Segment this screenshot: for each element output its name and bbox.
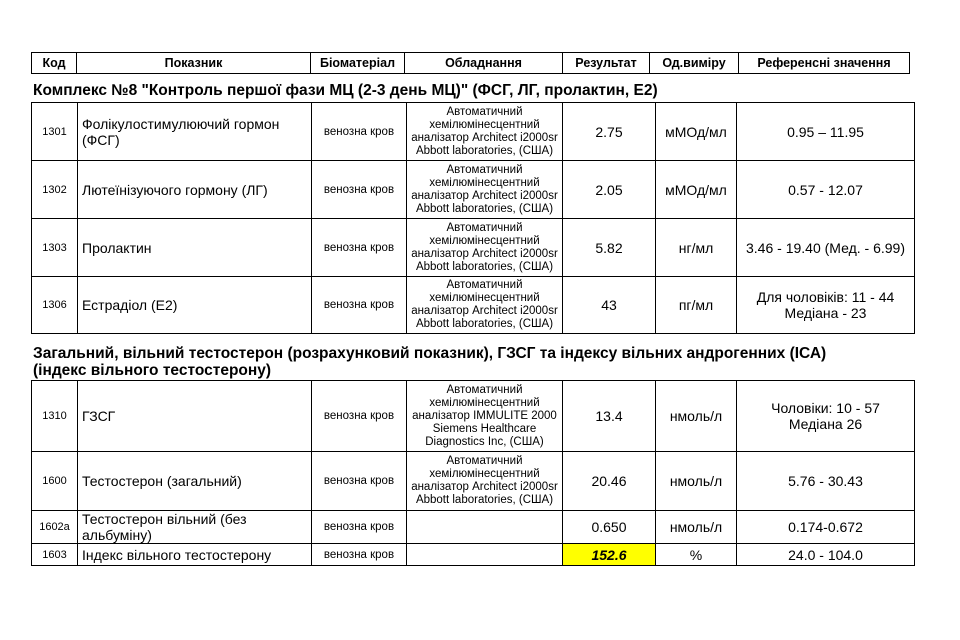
table-row	[32, 277, 915, 334]
header-biomaterial: Біоматеріал	[311, 53, 405, 74]
header-indicator: Показник	[77, 53, 311, 74]
row-equipment	[407, 161, 563, 219]
table-row	[32, 381, 915, 452]
row-biomaterial: венозна кров	[312, 277, 407, 334]
row-indicator: Тестостерон (загальний)	[78, 452, 312, 511]
row-indicator: Тестостерон вільний (без альбуміну)	[78, 511, 312, 544]
row-biomaterial: венозна кров	[312, 219, 407, 277]
row-result: 5.82	[563, 219, 656, 277]
row-equipment	[407, 277, 563, 334]
equipment-line: Diagnostics Inc, (США)	[425, 435, 544, 448]
row-reference	[737, 277, 915, 334]
reference-line: 3.46 - 19.40 (Мед. - 6.99)	[746, 239, 905, 256]
section1-table	[31, 102, 915, 334]
table-row	[32, 452, 915, 511]
row-indicator: Пролактин	[78, 219, 312, 277]
header-table	[31, 52, 910, 74]
equipment-line: Abbott laboratories, (США)	[415, 202, 554, 215]
equipment-line: хемілюмінесцентний	[429, 176, 540, 189]
row-biomaterial: венозна кров	[312, 161, 407, 219]
row-code: 1600	[32, 452, 78, 511]
row-result: 0.650	[563, 511, 656, 544]
row-indicator: Індекс вільного тестостерону	[78, 544, 312, 566]
equipment-line: хемілюмінесцентний	[429, 468, 540, 480]
row-biomaterial: венозна кров	[312, 452, 407, 511]
section1-title: Комплекс №8 "Контроль першої фази МЦ (2-3 день МЦ)" (ФСГ, ЛГ, пролактин, Е2)	[33, 82, 658, 99]
row-unit: мМОд/мл	[656, 161, 737, 219]
table-row	[32, 511, 915, 544]
row-equipment	[407, 511, 563, 544]
equipment-line: Abbott laboratories, (США)	[415, 494, 554, 506]
reference-line: 24.0 - 104.0	[788, 546, 863, 563]
row-biomaterial: венозна кров	[312, 511, 407, 544]
row-result: 152.6	[563, 544, 656, 566]
equipment-line: Автоматичний	[446, 163, 523, 176]
reference-line: Для чоловіків: 11 - 44	[756, 289, 895, 305]
row-code: 1602а	[32, 511, 78, 544]
equipment-line: хемілюмінесцентний	[429, 234, 540, 247]
row-biomaterial: венозна кров	[312, 381, 407, 452]
reference-line: 5.76 - 30.43	[788, 473, 863, 489]
equipment-line: Автоматичний	[446, 279, 523, 291]
row-unit: мМОд/мл	[656, 103, 737, 161]
row-code: 1306	[32, 277, 78, 334]
row-indicator: ГЗСГ	[78, 381, 312, 452]
equipment-line: Siemens Healthcare	[432, 422, 537, 435]
row-unit: пг/мл	[656, 277, 737, 334]
reference-line: Чоловіки: 10 - 57	[771, 400, 880, 416]
row-result: 13.4	[563, 381, 656, 452]
equipment-line: аналізатор Architect i2000sr	[411, 247, 558, 260]
row-reference	[737, 452, 915, 511]
table-row	[32, 544, 915, 566]
row-equipment	[407, 381, 563, 452]
row-biomaterial: венозна кров	[312, 544, 407, 566]
row-equipment	[407, 219, 563, 277]
row-unit: нг/мл	[656, 219, 737, 277]
reference-line: 0.95 – 11.95	[787, 123, 864, 140]
equipment-line: аналізатор Architect i2000sr	[411, 481, 558, 493]
row-equipment	[407, 452, 563, 511]
equipment-line: Abbott laboratories, (США)	[415, 318, 554, 330]
row-result: 20.46	[563, 452, 656, 511]
section1-rows	[32, 103, 915, 334]
header-equipment: Обладнання	[405, 53, 563, 74]
row-indicator: Лютеїнізуючого гормону (ЛГ)	[78, 161, 312, 219]
reference-line: Медіана 26	[788, 416, 863, 432]
equipment-line: аналізатор Architect i2000sr	[411, 131, 558, 144]
row-unit: нмоль/л	[656, 452, 737, 511]
equipment-line: Автоматичний	[446, 455, 523, 467]
row-biomaterial: венозна кров	[312, 103, 407, 161]
reference-line: Медіана - 23	[784, 305, 867, 321]
row-code: 1603	[32, 544, 78, 566]
equipment-line: аналізатор Architect i2000sr	[411, 189, 558, 202]
row-unit: нмоль/л	[656, 381, 737, 452]
row-code: 1310	[32, 381, 78, 452]
equipment-line: аналізатор IMMULITE 2000	[412, 409, 557, 422]
row-reference	[737, 219, 915, 277]
row-code: 1301	[32, 103, 78, 161]
row-code: 1302	[32, 161, 78, 219]
row-unit: нмоль/л	[656, 511, 737, 544]
row-indicator: Фолікулостимулюючий гормон (ФСГ)	[78, 103, 312, 161]
header-code: Код	[32, 53, 77, 74]
row-indicator: Естрадіол (Е2)	[78, 277, 312, 334]
equipment-line: Abbott laboratories, (США)	[415, 144, 554, 157]
equipment-line: хемілюмінесцентний	[429, 292, 540, 304]
table-row	[32, 161, 915, 219]
equipment-line: хемілюмінесцентний	[429, 118, 540, 131]
row-reference	[737, 103, 915, 161]
equipment-line: хемілюмінесцентний	[429, 396, 540, 409]
equipment-line: Автоматичний	[446, 105, 523, 118]
section2-title-line2: (індекс вільного тестостерону)	[33, 362, 272, 379]
equipment-line: Abbott laboratories, (США)	[415, 260, 554, 273]
row-result: 2.05	[563, 161, 656, 219]
row-result: 43	[563, 277, 656, 334]
row-code: 1303	[32, 219, 78, 277]
reference-line: 0.57 - 12.07	[788, 181, 863, 198]
header-row	[32, 53, 910, 74]
section2-rows	[32, 381, 915, 566]
section2-table	[31, 380, 915, 566]
row-unit: %	[656, 544, 737, 566]
header-reference: Референсні значення	[739, 53, 910, 74]
section2-title-line1: Загальний, вільний тестостерон (розрахунковий показник), ГЗСГ та індексу вільних андрогенних (ІСА)	[33, 345, 827, 362]
reference-line: 0.174-0.672	[788, 519, 863, 535]
table-row	[32, 103, 915, 161]
equipment-line: Автоматичний	[446, 383, 523, 396]
row-result: 2.75	[563, 103, 656, 161]
equipment-line: Автоматичний	[446, 221, 523, 234]
row-reference	[737, 544, 915, 566]
header-unit: Од.виміру	[650, 53, 739, 74]
row-reference	[737, 381, 915, 452]
row-equipment	[407, 103, 563, 161]
header-result: Результат	[563, 53, 650, 74]
row-equipment	[407, 544, 563, 566]
table-row	[32, 219, 915, 277]
equipment-line: аналізатор Architect i2000sr	[411, 305, 558, 317]
row-reference	[737, 511, 915, 544]
row-reference	[737, 161, 915, 219]
